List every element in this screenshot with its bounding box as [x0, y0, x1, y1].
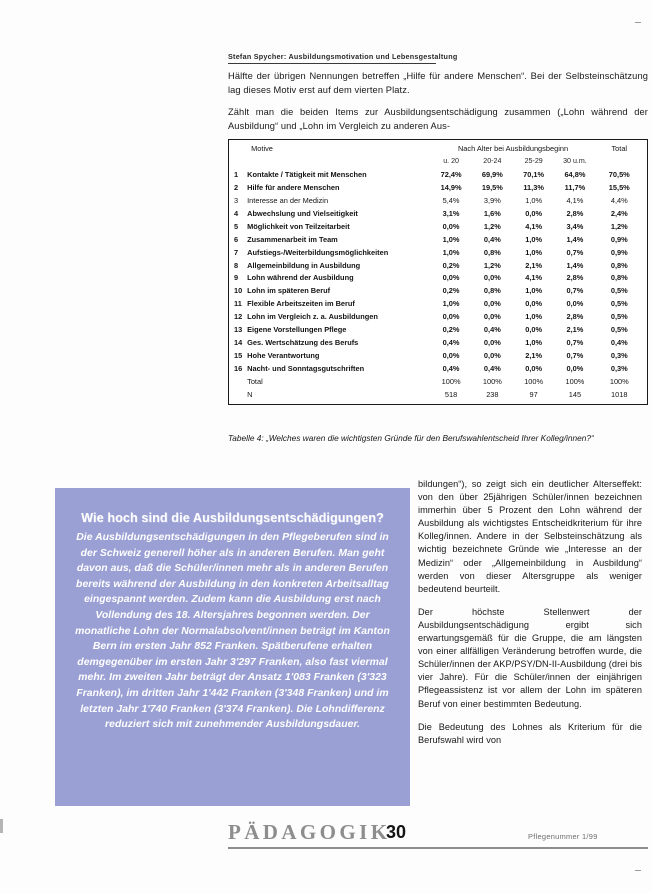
row-value-0: 3,1%	[442, 209, 460, 219]
n-value-2: 97	[529, 390, 538, 400]
row-label: Interesse an der Medizin	[247, 196, 329, 206]
row-value-1: 0,8%	[483, 286, 501, 296]
row-value-1: 0,4%	[483, 234, 501, 244]
row-label: Flexible Arbeitszeiten im Beruf	[247, 299, 355, 309]
row-value-3: 1,4%	[566, 234, 584, 244]
total-value-3: 100%	[565, 376, 585, 386]
row-rank: 12	[234, 312, 243, 322]
row-value-2: 4,1%	[525, 221, 543, 231]
row-label: Lohn im Vergleich z. a. Ausbildungen	[247, 312, 378, 322]
row-value-2: 0,0%	[525, 209, 543, 219]
total-total: 100%	[609, 376, 629, 386]
table-row	[229, 182, 647, 195]
row-value-2: 0,0%	[525, 363, 543, 373]
table-header-row	[229, 143, 647, 156]
n-value-3: 145	[568, 390, 582, 400]
row-value-2: 1,0%	[525, 286, 543, 296]
total-value-2: 100%	[524, 376, 544, 386]
row-value-3: 11,7%	[564, 183, 586, 193]
table-n-row	[229, 389, 647, 402]
row-value-1: 1,2%	[483, 260, 501, 270]
total-rank	[229, 375, 247, 388]
row-value-0: 0,4%	[442, 337, 460, 347]
row-label: Kontakte / Tätigkeit mit Menschen	[247, 170, 367, 180]
row-value-3: 0,7%	[566, 350, 584, 360]
age-group-header: Nach Alter bei Ausbildungsbeginn	[457, 144, 569, 154]
row-value-3: 2,8%	[566, 273, 584, 283]
row-rank: 16	[234, 363, 243, 373]
footer-rule	[228, 847, 648, 849]
row-value-2: 1,0%	[525, 247, 543, 257]
row-value-3: 3,4%	[566, 221, 584, 231]
table-subheader-row	[229, 156, 647, 169]
row-total: 0,5%	[610, 324, 628, 334]
rank-subheader	[229, 156, 247, 169]
callout-title: Wie hoch sind die Ausbildungsentschädigungen?	[81, 511, 384, 525]
total-value-1: 100%	[482, 376, 502, 386]
right-paragraph-2: Der höchste Stellenwert der Ausbildungsentschädigung ergibt sich erwartungsgemäß für die Gruppe, die am längsten von einer allfälligen Veränderung betroffen wurde, die Schüler/innen der AKP/PSY/DN-II-Ausbildung (drei bis vier Jahre). Für die Schüler/innen der einjährigen Pflegeassistenz ist vor allem der Lohn im späteren Beruf von einer bestimmten Bedeutung.	[418, 606, 642, 709]
row-value-1: 0,8%	[483, 247, 501, 257]
row-value-2: 0,0%	[525, 324, 543, 334]
row-label: Hilfe für andere Menschen	[247, 183, 340, 193]
row-label: Möglichkeit von Teilzeitarbeit	[247, 221, 350, 231]
row-value-0: 0,2%	[442, 286, 460, 296]
row-total: 4,4%	[610, 196, 628, 206]
row-value-3: 0,0%	[566, 299, 584, 309]
table-row	[229, 298, 647, 311]
row-label: Eigene Vorstellungen Pflege	[247, 324, 347, 334]
journal-brand: PÄDAGOGIK	[228, 820, 391, 844]
row-value-1: 0,0%	[483, 350, 501, 360]
motive-table-body	[229, 169, 647, 401]
row-rank: 4	[234, 209, 239, 219]
row-total: 0,8%	[610, 260, 628, 270]
row-value-1: 0,4%	[483, 324, 501, 334]
row-total: 15,5%	[608, 183, 630, 193]
row-value-1: 19,5%	[481, 183, 503, 193]
row-total: 0,4%	[610, 337, 628, 347]
total-label: Total	[247, 376, 263, 386]
row-value-3: 2,8%	[566, 209, 584, 219]
row-value-2: 2,1%	[525, 260, 543, 270]
row-value-0: 0,2%	[442, 324, 460, 334]
n-total: 1018	[611, 390, 628, 400]
motive-table	[229, 143, 647, 402]
row-label: Hohe Verantwortung	[247, 350, 320, 360]
row-value-2: 2,1%	[525, 350, 543, 360]
row-label: Aufstiegs-/Weiterbildungsmöglichkeiten	[247, 247, 389, 257]
row-value-2: 1,0%	[525, 234, 543, 244]
row-value-2: 0,0%	[525, 299, 543, 309]
row-value-0: 14,9%	[440, 183, 462, 193]
row-rank: 15	[234, 350, 243, 360]
motive-table-head	[229, 143, 647, 169]
row-value-0: 72,4%	[440, 170, 462, 180]
row-value-0: 0,0%	[442, 312, 460, 322]
total-value-0: 100%	[441, 376, 461, 386]
row-value-2: 70,1%	[523, 170, 545, 180]
callout-body: Die Ausbildungsentschädigungen in den Pflegeberufen sind in der Schweiz generell höher als in anderen Berufen. Man geht davon aus, daß die Schüler/innen mehr als in anderen Berufen bereits während der Ausbildung in den konkreten Arbeitsalltag eingespannt werden. Zudem kann die Ausbildung erst nach Vollendung des 18. Altersjahres begonnen werden. Der monatliche Lohn der Normalabsolvent/innen beträgt im Kanton Bern im ersten Jahr 852 Franken. Spätberufene erhalten demgegenüber im ersten Jahr 3'297 Franken, also fast viermal mehr. Im zweiten Jahr beträgt der Ansatz 1'083 Franken (3'323 Franken), im dritten Jahr 1'442 Franken (3'348 Franken) und im letzten Jahr 1'740 Franken (3'374 Franken). Die Lohndifferenz reduziert sich mit zunehmender Ausbildungsdauer.	[75, 532, 390, 731]
table-row	[229, 337, 647, 350]
row-value-2: 4,1%	[525, 273, 543, 283]
row-label: Abwechslung und Vielseitigkeit	[247, 209, 358, 219]
row-value-2: 1,0%	[525, 312, 543, 322]
row-rank: 13	[234, 324, 243, 334]
table-row	[229, 324, 647, 337]
table-row	[229, 234, 647, 247]
row-total: 0,5%	[610, 312, 628, 322]
row-total: 1,2%	[610, 221, 628, 231]
subheader-age-3: 30 u.m.	[563, 157, 587, 166]
table-row	[229, 272, 647, 285]
motive-table-container	[228, 139, 648, 405]
row-value-0: 1,0%	[442, 247, 460, 257]
running-head-rule	[228, 63, 436, 64]
row-value-0: 0,0%	[442, 273, 460, 283]
table-row	[229, 362, 647, 375]
row-rank: 1	[234, 170, 239, 180]
n-value-1: 238	[486, 390, 499, 400]
row-rank: 5	[234, 221, 239, 231]
row-value-1: 3,9%	[483, 196, 501, 206]
row-rank: 8	[234, 260, 239, 270]
subheader-age-1: 20-24	[483, 157, 502, 166]
n-label: N	[247, 390, 253, 400]
page-number: 30	[386, 822, 407, 842]
row-rank: 10	[234, 286, 243, 296]
table-row	[229, 195, 647, 208]
table-total-row	[229, 375, 647, 388]
intro-text-block	[228, 70, 648, 142]
row-total: 2,4%	[610, 209, 628, 219]
running-head: Stefan Spycher: Ausbildungsmotivation und Lebensgestaltung	[228, 52, 458, 61]
row-value-3: 2,1%	[566, 324, 584, 334]
row-value-1: 1,2%	[483, 221, 501, 231]
row-value-1: 0,0%	[483, 273, 501, 283]
row-value-3: 2,8%	[566, 312, 584, 322]
row-value-0: 5,4%	[442, 196, 460, 206]
n-value-0: 518	[444, 390, 458, 400]
row-label: Zusammenarbeit im Team	[247, 234, 338, 244]
row-rank: 14	[234, 337, 243, 347]
row-value-2: 11,3%	[523, 183, 544, 193]
row-value-0: 1,0%	[442, 299, 460, 309]
table-row	[229, 247, 647, 260]
row-label: Ges. Wertschätzung des Berufs	[247, 337, 359, 347]
row-label: Nacht- und Sonntagsgutschriften	[247, 363, 365, 373]
n-rank	[229, 389, 247, 402]
subheader-age-0: u. 20	[443, 157, 459, 166]
row-value-2: 1,0%	[525, 196, 543, 206]
row-value-3: 1,4%	[566, 260, 584, 270]
row-label: Lohn während der Ausbildung	[247, 273, 354, 283]
issue-label: Pflegenummer 1/99	[528, 832, 598, 841]
callout-box	[55, 488, 410, 806]
row-total: 0,3%	[610, 350, 628, 360]
page-footer	[228, 820, 648, 860]
row-value-0: 0,4%	[442, 363, 460, 373]
row-value-3: 4,1%	[566, 196, 584, 206]
row-value-3: 0,7%	[566, 286, 584, 296]
right-text-column	[418, 478, 642, 747]
row-total: 0,3%	[610, 363, 628, 373]
row-value-3: 64,8%	[564, 170, 586, 180]
row-total: 0,8%	[610, 273, 628, 283]
intro-paragraph-1: Hälfte der übrigen Nennungen betreffen „Hilfe für andere Menschen“. Bei der Selbsteinschätzung lag dieses Motiv erst auf dem vierten Platz.	[228, 71, 648, 95]
row-value-3: 0,7%	[566, 247, 584, 257]
total-column-header: Total	[611, 144, 628, 154]
rank-header	[229, 143, 247, 156]
right-paragraph-3: Die Bedeutung des Lohnes als Kriterium für die Berufswahl wird von	[418, 721, 642, 745]
row-value-1: 69,9%	[481, 170, 503, 180]
table-row	[229, 169, 647, 182]
row-total: 70,5%	[608, 170, 630, 180]
row-total: 0,9%	[610, 234, 628, 244]
table-row	[229, 285, 647, 298]
row-rank: 7	[234, 247, 239, 257]
row-total: 0,9%	[610, 247, 628, 257]
motive-subheader	[247, 156, 430, 169]
row-value-1: 0,4%	[483, 363, 501, 373]
row-value-3: 0,7%	[566, 337, 584, 347]
row-rank: 3	[234, 196, 239, 206]
table-row	[229, 350, 647, 363]
table-row	[229, 311, 647, 324]
row-rank: 11	[234, 299, 242, 309]
intro-paragraph-2: Zählt man die beiden Items zur Ausbildungsentschädigung zusammen („Lohn während der Ausbildung“ und „Lohn im Vergleich zu anderen Aus-	[228, 107, 648, 131]
row-value-0: 0,0%	[442, 221, 460, 231]
row-value-1: 0,0%	[483, 312, 501, 322]
row-label: Allgemeinbildung in Ausbildung	[247, 260, 361, 270]
row-total: 0,5%	[610, 299, 628, 309]
scan-edge-mark-bottom-left	[0, 819, 3, 833]
row-rank: 9	[234, 273, 239, 283]
motive-column-header: Motive	[251, 144, 273, 154]
table-caption: Tabelle 4: „Welches waren die wichtigsten Gründe für den Berufswahlentscheid Ihrer Kolleg/innen?“	[228, 433, 594, 443]
subheader-total	[596, 156, 647, 169]
row-value-0: 0,0%	[442, 350, 460, 360]
row-value-1: 1,6%	[483, 209, 501, 219]
row-value-0: 1,0%	[442, 234, 460, 244]
row-value-3: 0,0%	[566, 363, 584, 373]
row-rank: 6	[234, 234, 239, 244]
row-value-1: 0,0%	[483, 299, 501, 309]
row-value-1: 0,0%	[483, 337, 501, 347]
table-row	[229, 221, 647, 234]
row-total: 0,5%	[610, 286, 628, 296]
scan-edge-mark-bottom-right	[635, 870, 641, 871]
table-row	[229, 208, 647, 221]
row-value-2: 1,0%	[525, 337, 543, 347]
row-label: Lohn im späteren Beruf	[247, 286, 331, 296]
row-value-0: 0,2%	[442, 260, 460, 270]
scan-edge-mark-top-right	[635, 22, 641, 23]
table-row	[229, 259, 647, 272]
subheader-age-2: 25-29	[524, 157, 543, 166]
row-rank: 2	[234, 183, 239, 193]
right-paragraph-1: bildungen“), so zeigt sich ein deutlicher Alterseffekt: von den über 25jährigen Schüler/innen bezeichnen immerhin über 5 Prozent den Lohn während der Ausbildung als wichtigstes Entscheidkriterium für ihre Kolleg/innen. Andere in der Selbsteinschätzung als wichtig bezeichnete Gründe wie „Interesse an der Medizin“ oder „Allgemeinbildung in Ausbildung“ werden von dieser Altersgruppe als weniger bedeutend beurteilt.	[418, 479, 642, 594]
